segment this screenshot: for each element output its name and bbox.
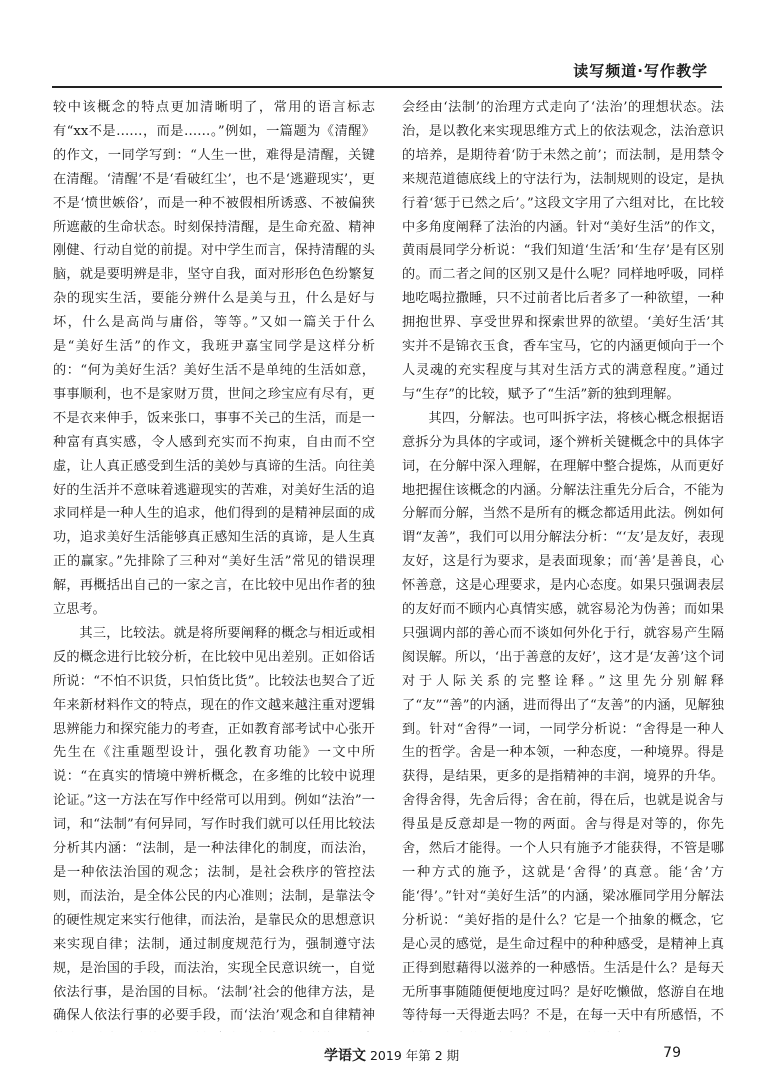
paragraph-comparison-method: 其三，比较法。就是将所要阐释的概念与相近或相反的概念进行比较分析，在比较中见出差别。正如俗话所说：“不怕不识货，只怕货比货”。比较法也契合了近年来新材料作文的特点，现在的作文越来越注重对逻辑思辨能力和探究能力的考查，正如教育部考试中心张开先生在《注重题型设计，强化教育功能》一文中所说：“在真实的情境中辨析概念，在多维的比较中说理论证。”这一方法在写作中经常可以用到。例如“法治”一词，和“法制”有何异同，写作时我们就可以任用比较法分析其内涵：“法制，是一种法律化的制度，而法治，是一种依法治国的观念；法制，是社会秩序的管控法则，而法治，是全体公民的内心准则；法制，是靠法令的硬性规定来实行他律，而法治，是靠民众的思想意识来实现自律；法制，通过制度规范行为，强制遵守法规，是治国的手段，而法治，实现全民意识统一，自觉依法行事，是治国的目标。‘法制’社会的他律方法，是确保人依法行事的必要手段，而‘法治’观念和自律精神 <box>53 625 375 1024</box>
journal-name: 学语文 <box>324 1048 366 1064</box>
left-text-column <box>53 96 375 1032</box>
running-header-title: 读写频道·写作教学 <box>573 62 708 80</box>
page-number: 79 <box>663 1045 681 1061</box>
journal-issue: 2019 年第 2 期 <box>369 1048 460 1063</box>
footer-journal <box>324 1045 459 1065</box>
paragraph-continued-right: 会经由‘法制’的治理方式走向了‘法治’的理想状态。法治，是以教化来实现思维方式上的依法观念，法治意识的培养，是期待着‘防于未然之前’；而法制，是用禁令来规范道德底线上的守法行为，法制规则的设定，是执行着‘惩于已然之后’。”这段文字用了六组对比，在比较中多角度阐释了法治的内涵。针对“美好生活”的作文，黄雨晨同学分析说：“我们知道‘生活’和‘生存’是有区别的。而二者之间的区别又是什么呢？同样地呼吸，同样地吃喝拉撒睡，只不过前者比后者多了一种欲望，一种拥抱世界、享受世界和探索世界的欲望。‘美好生活’其实并不是锦衣玉食，香车宝马，它的内涵更倾向于一个人灵魂的充实程度与其对生活方式的满意程度。”通过与“生存”的比较，赋予了“生活”新的独到理解。 <box>402 100 724 402</box>
page-footer <box>0 1045 774 1065</box>
paragraph-decomposition-method: 其四，分解法。也可叫拆字法，将核心概念根据语意拆分为具体的字或词，逐个辨析关键概念中的具体字词，在分解中深入理解，在理解中整合提炼，从而更好地把握住该概念的内涵。分解法注重先分后合，不能为分解而分解，当然不是所有的概念都适用此法。例如何谓“友善”，我们可以用分解法分析：“‘友’是友好，表现友好，这是行为要求，是表面现象；而‘善’是善良，心怀善意，这是心理要求，是内心态度。如果只强调表层的友好而不顾内心真情实感，就容易沦为伪善；而如果只强调内部的善心而不谈如何外化于行，就容易产生隔阂误解。所以，‘出于善意的友好’，这才是‘友善’这个词对于人际关系的完整诠释。”这里先分别解释了“友”“善”的内涵，进而得出了“友善”的内涵，见解独到。针对“舍得”一词，一同学分析说：“舍得是一种人生的哲学。舍是一种本领，一种态度，一种境界。得是获得，是结果，更多的是指精神的丰润，境界的升华。舍得舍得，先舍后得；舍在前，得在后，也就是说舍与得虽是反意却是一物的两面。舍与得是对等的，你先舍，然后才能得。一个人只有施予才能获得，不管是哪一种方式的施予，这就是‘舍得’的真意。能‘舍’方能‘得’。”针对“美好生活”的内涵，梁冰雁同学用分解法分析说：“美好指的是什么？它是一个抽象的概念，它是心灵的感觉，是生命过程中的种种感受，是精神上真正得到慰藉得以滋养的一种感悟。生活是什么？是每天无所事事随随便便地度过吗？是好吃懒做，悠游自在地等待每一天得逝去吗？不是，在每一天中有所感悟，不 <box>402 410 724 1024</box>
paragraph-continued: 较中该概念的特点更加清晰明了，常用的语言标志有“xx不是……，而是……。”例如，一篇题为《清醒》的作文，一同学写到：“人生一世，难得是清醒，关键在清醒。‘清醒’不是‘看破红尘’，也不是‘逃避现实’，更不是‘愤世嫉俗’，而是一种不被假相所诱惑、不被偏狭所遮蔽的生命状态。时刻保持清醒，是生命充盈、精神刚健、行动自觉的前提。对中学生而言，保持清醒的头脑，就是要明辨是非，坚守自我，面对形形色色纷繁复杂的现实生活，要能分辨什么是美与丑，什么是好与坏，什么是高尚与庸俗，等等。”又如一篇关于什么是“美好生活”的作文，我班尹嘉宝同学是这样分析的：“何为美好生活？美好生活不是单纯的生活如意，事事顺利，也不是家财万贯，世间之珍宝应有尽有，更不是衣来伸手，饭来张口，事事不关己的生活，而是一种富有真实感，令人感到充实而不拘束，自由而不空虚，让人真正感受到生活的美妙与真谛的生活。向往美好的生活并不意味着逃避现实的苦难，对美好生活的追求同样是一种人生的追求，他们得到的是精神层面的成功，追求美好生活能够真正感知生活的真谛，是人生真正的赢家。”先排除了三种对“美好生活”常见的错误理解，再概括出自己的一家之言，在比较中见出作者的独立思考。 <box>53 100 375 618</box>
header-rule <box>52 86 722 88</box>
right-text-column <box>402 96 724 1032</box>
